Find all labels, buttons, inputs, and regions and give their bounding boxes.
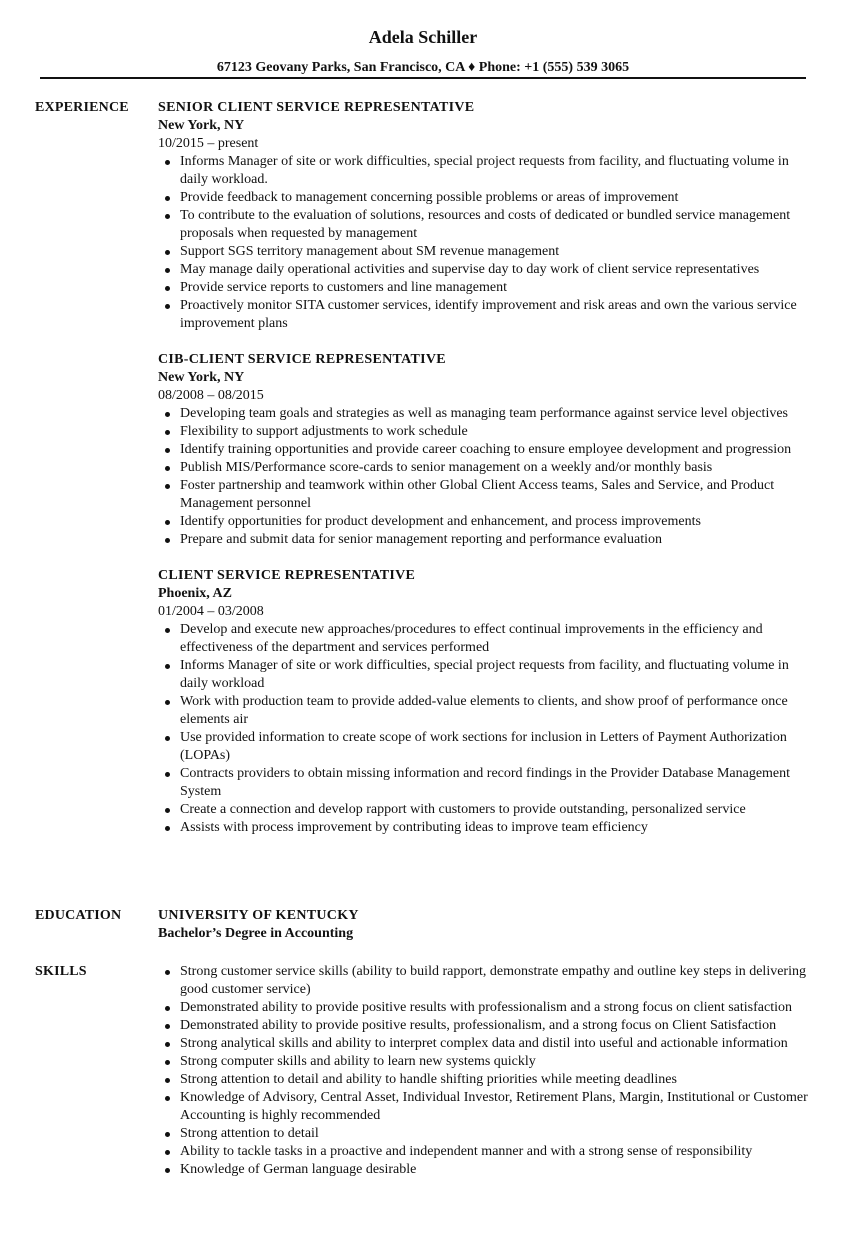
job-title: SENIOR CLIENT SERVICE REPRESENTATIVE bbox=[158, 100, 475, 115]
job-dates: 08/2008 – 08/2015 bbox=[158, 388, 264, 403]
list-item: May manage daily operational activities and supervise day to day work of client service representatives bbox=[158, 261, 813, 279]
list-item: Identify training opportunities and provide career coaching to ensure employee development and progression bbox=[158, 441, 813, 459]
section-label-education: EDUCATION bbox=[35, 908, 122, 923]
list-item: To contribute to the evaluation of solutions, resources and costs of dedicated or bundled service management proposals when requested by management bbox=[158, 207, 813, 243]
list-item: Knowledge of German language desirable bbox=[158, 1161, 813, 1179]
list-item: Assists with process improvement by contributing ideas to improve team efficiency bbox=[158, 819, 813, 837]
list-item: Contracts providers to obtain missing information and record findings in the Provider Database Management System bbox=[158, 765, 813, 801]
list-item: Strong customer service skills (ability to build rapport, demonstrate empathy and outline key steps in delivering good customer service) bbox=[158, 963, 813, 999]
list-item: Foster partnership and teamwork within other Global Client Access teams, Sales and Service, and Product Management personnel bbox=[158, 477, 813, 513]
list-item: Ability to tackle tasks in a proactive and independent manner and with a strong sense of responsibility bbox=[158, 1143, 813, 1161]
list-item: Informs Manager of site or work difficulties, special project requests from facility, and fluctuating volume in daily workload bbox=[158, 657, 813, 693]
job-bullets bbox=[158, 153, 813, 333]
list-item: Use provided information to create scope of work sections for inclusion in Letters of Payment Authorization (LOPAs) bbox=[158, 729, 813, 765]
list-item: Publish MIS/Performance score-cards to senior management on a weekly and/or monthly basis bbox=[158, 459, 813, 477]
job-bullets bbox=[158, 621, 813, 837]
list-item: Strong attention to detail bbox=[158, 1125, 813, 1143]
list-item: Demonstrated ability to provide positive results, professionalism, and a strong focus on Client Satisfaction bbox=[158, 1017, 813, 1035]
list-item: Work with production team to provide added-value elements to clients, and show proof of performance once elements air bbox=[158, 693, 813, 729]
job-location: New York, NY bbox=[158, 370, 245, 385]
list-item: Create a connection and develop rapport with customers to provide outstanding, personalized service bbox=[158, 801, 813, 819]
contact-line: 67123 Geovany Parks, San Francisco, CA ♦ Phone: +1 (555) 539 3065 bbox=[216, 60, 630, 75]
list-item: Support SGS territory management about SM revenue management bbox=[158, 243, 813, 261]
school-name: UNIVERSITY OF KENTUCKY bbox=[158, 908, 359, 923]
header-divider bbox=[40, 77, 806, 79]
list-item: Proactively monitor SITA customer services, identify improvement and risk areas and own the various service improvement plans bbox=[158, 297, 813, 333]
job-dates: 10/2015 – present bbox=[158, 136, 259, 151]
section-label-experience: EXPERIENCE bbox=[35, 100, 129, 115]
list-item: Flexibility to support adjustments to work schedule bbox=[158, 423, 813, 441]
list-item: Provide feedback to management concerning possible problems or areas of improvement bbox=[158, 189, 813, 207]
degree: Bachelor’s Degree in Accounting bbox=[158, 926, 354, 941]
list-item: Demonstrated ability to provide positive results with professionalism and a strong focus on client satisfaction bbox=[158, 999, 813, 1017]
job-entry bbox=[158, 351, 813, 549]
list-item: Strong computer skills and ability to learn new systems quickly bbox=[158, 1053, 813, 1071]
list-item: Strong analytical skills and ability to interpret complex data and distil into useful and actionable information bbox=[158, 1035, 813, 1053]
list-item: Strong attention to detail and ability to handle shifting priorities while meeting deadlines bbox=[158, 1071, 813, 1089]
job-location: New York, NY bbox=[158, 118, 245, 133]
candidate-name: Adela Schiller bbox=[368, 27, 478, 47]
list-item: Knowledge of Advisory, Central Asset, Individual Investor, Retirement Plans, Margin, Institutional or Customer Accounting is highly recommended bbox=[158, 1089, 813, 1125]
list-item: Informs Manager of site or work difficulties, special project requests from facility, and fluctuating volume in daily workload. bbox=[158, 153, 813, 189]
list-item: Prepare and submit data for senior management reporting and performance evaluation bbox=[158, 531, 813, 549]
job-entry bbox=[158, 99, 813, 333]
list-item: Developing team goals and strategies as well as managing team performance against service level objectives bbox=[158, 405, 813, 423]
job-title: CIB-CLIENT SERVICE REPRESENTATIVE bbox=[158, 352, 446, 367]
list-item: Provide service reports to customers and line management bbox=[158, 279, 813, 297]
job-entry bbox=[158, 567, 813, 837]
section-label-skills: SKILLS bbox=[35, 964, 87, 979]
job-bullets bbox=[158, 405, 813, 549]
list-item: Develop and execute new approaches/procedures to effect continual improvements in the efficiency and effectiveness of the department and services performed bbox=[158, 621, 813, 657]
list-item: Identify opportunities for product development and enhancement, and process improvements bbox=[158, 513, 813, 531]
skills-list bbox=[158, 963, 813, 1179]
job-title: CLIENT SERVICE REPRESENTATIVE bbox=[158, 568, 416, 583]
job-location: Phoenix, AZ bbox=[158, 586, 232, 601]
job-dates: 01/2004 – 03/2008 bbox=[158, 604, 264, 619]
